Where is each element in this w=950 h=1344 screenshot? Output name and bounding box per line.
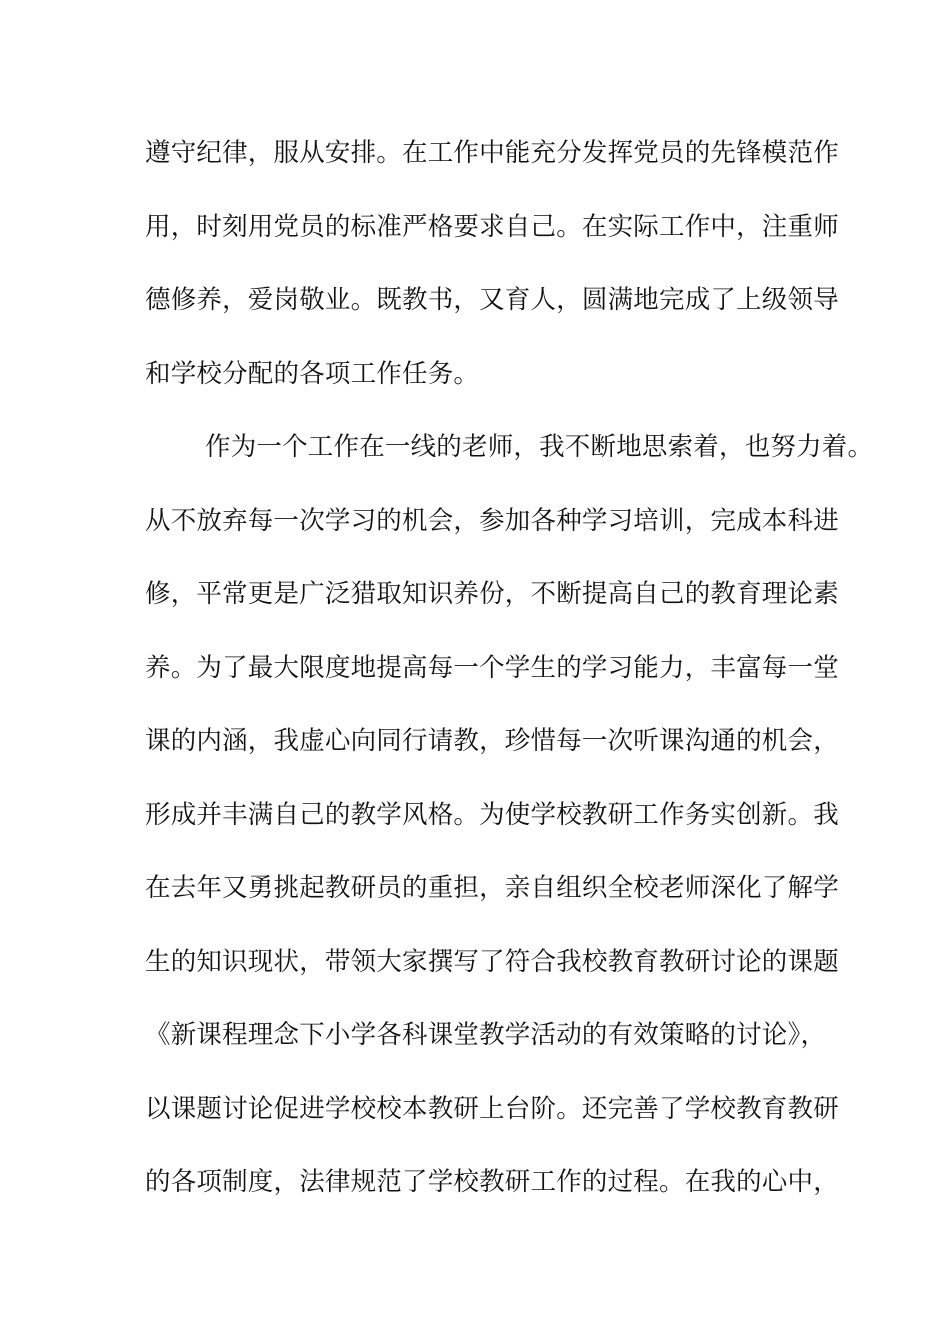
text-line-13: 《新课程理念下小学各科课堂教学活动的有效策略的讨论》， (145, 1020, 827, 1050)
text-line-2: 用，时刻用党员的标准严格要求自己。在实际工作中，注重师 (145, 211, 839, 242)
text-line-1: 遵守纪律，服从安排。在工作中能充分发挥党员的先锋模范作 (145, 138, 839, 168)
body-text (145, 128, 874, 1231)
text-line-10: 形成并丰满自己的教学风格。为使学校教研工作务实创新。我 (145, 799, 839, 830)
text-line-3: 德修养，爱岗敬业。既教书，又育人，圆满地完成了上级领导 (145, 285, 839, 315)
text-line-6: 从不放弃每一次学习的机会，参加各种学习培训，完成本科进 (145, 505, 839, 536)
text-line-8: 养。为了最大限度地提高每一个学生的学习能力，丰富每一堂 (145, 652, 839, 683)
text-line-15: 的各项制度，法律规范了学校教研工作的过程。在我的心中， (145, 1167, 839, 1197)
text-line-12: 生的知识现状，带领大家撰写了符合我校教育教研讨论的课题 (145, 946, 839, 977)
text-line-14: 以课题讨论促进学校校本教研上台阶。还完善了学校教育教研 (145, 1093, 839, 1124)
text-line-11: 在去年又勇挑起教研员的重担，亲自组织全校老师深化了解学 (145, 873, 839, 903)
text-line-5: 作为一个工作在一线的老师，我不断地思索着，也努力着。 (205, 432, 874, 462)
text-line-9: 课的内涵，我虚心向同行请教，珍惜每一次听课沟通的机会， (145, 726, 839, 756)
text-line-7: 修，平常更是广泛猎取知识养份，不断提高自己的教育理论素 (145, 579, 839, 609)
text-line-4: 和学校分配的各项工作任务。 (145, 358, 480, 389)
